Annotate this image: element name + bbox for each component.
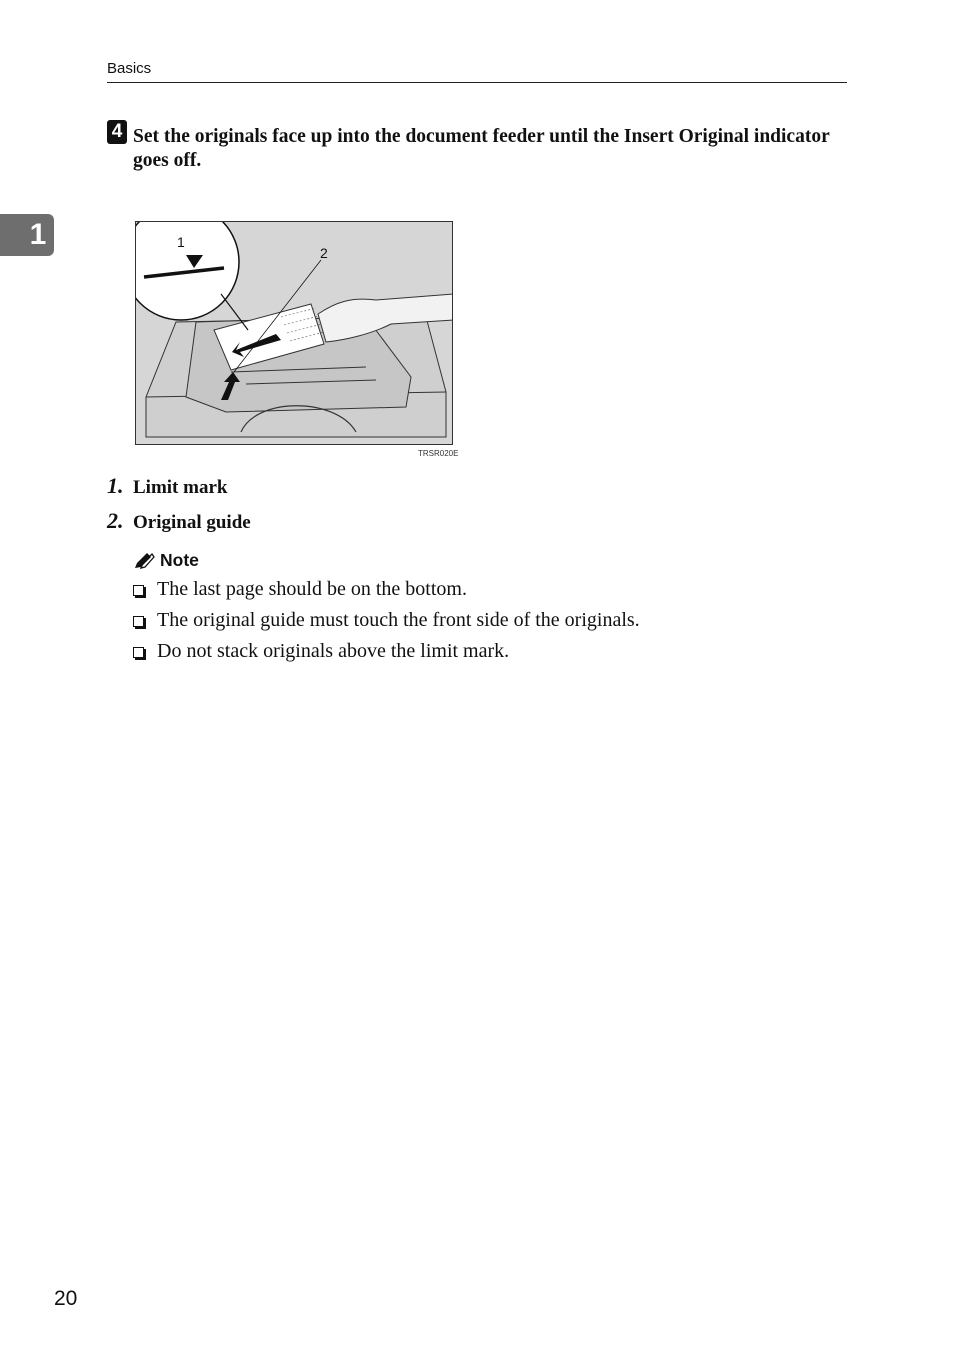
pencil-icon [133,552,155,570]
checkbox-icon [133,647,144,658]
callout-label: Limit mark [133,477,228,498]
checkbox-icon [133,616,144,627]
header-rule [107,82,847,83]
page-number: 20 [54,1287,78,1310]
document-feeder-illustration [135,221,453,445]
figure-callout-1: 1 [177,234,185,250]
step-number-badge: 4 [107,120,127,144]
callout-item [107,473,227,499]
callout-number: 1. [107,473,124,498]
checkbox-icon [133,585,144,596]
note-text: The original guide must touch the front side of the originals. [157,609,640,631]
note-item [133,640,509,663]
note-text: The last page should be on the bottom. [157,578,467,600]
note-item [133,609,640,632]
figure-callout-2: 2 [320,245,328,261]
step-instruction: Set the originals face up into the document feeder until the Insert Original indicator goes off. [133,126,830,171]
callout-label: Original guide [133,512,251,533]
note-heading [133,550,199,571]
figure-code: TRSR020E [418,449,459,458]
note-title: Note [160,550,199,570]
callout-number: 2. [107,508,124,533]
callout-item [107,508,251,534]
header-label: Basics [107,60,152,77]
chapter-tab: 1 [0,214,54,256]
note-text: Do not stack originals above the limit mark. [157,640,510,662]
note-item [133,578,467,601]
